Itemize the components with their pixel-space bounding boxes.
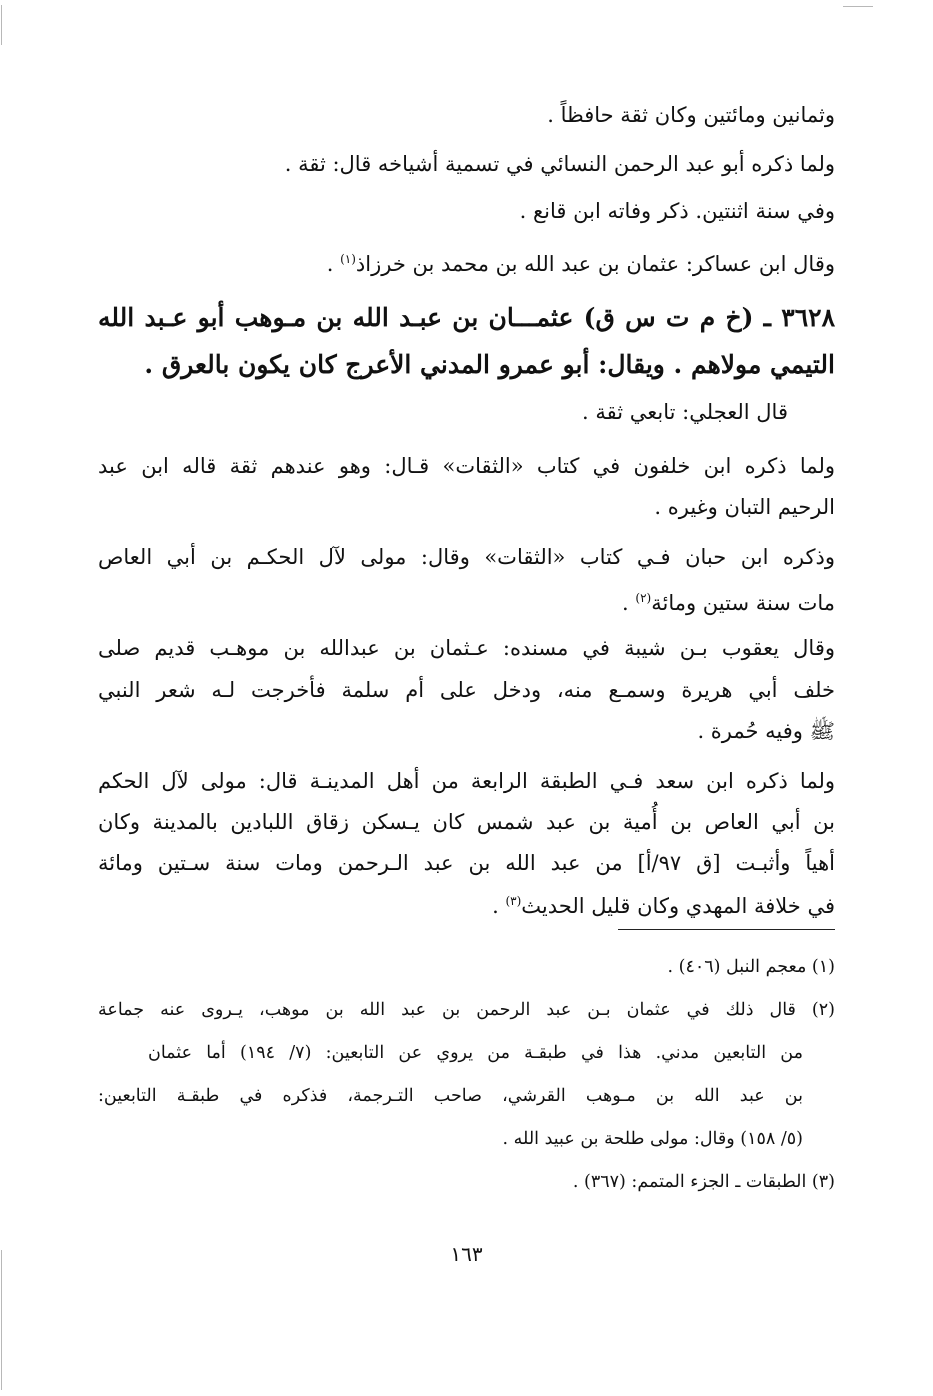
body-line: وفي سنة اثنتين. ذكر وفاته ابن قانع . — [519, 199, 835, 223]
footnote-marker: (٣) — [505, 894, 522, 908]
body-line: خلف أبي هريرة وسمـع منه، ودخل على أم سلمة فأخرجت لـه شعر النبي — [98, 678, 835, 702]
line-text: في خلافة المهدي وكان قليل الحديث — [521, 894, 835, 918]
body-line: ولما ذكره ابن سعد فـي الطبقة الرابعة من أهل المدينـة قال: مولى لآل الحكم — [98, 769, 835, 793]
entry-heading: التيمي مولاهم . ويقال: أبو عمرو المدني الأعرج كان يكون بالعرق . — [144, 350, 835, 379]
body-line: ولما ذكره أبو عبد الرحمن النسائي في تسمية أشياخه قال: ثقة . — [284, 152, 835, 176]
body-line: وقال يعقوب بـن شيبة في مسنده: عـثمان بن عبدالله بن موهـب قديم صلى — [98, 636, 835, 660]
line-text: وقال ابن عساكر: عثمان بن عبد الله بن محمد بن خرزاذ — [355, 252, 835, 276]
footnote-marker: (١) — [340, 252, 356, 266]
footnote: من التابعين مدني. هذا في طبقـة من يروي عن التابعين: (٧/ ١٩٤) أما عثمان — [148, 1043, 803, 1063]
body-line: بن أبي العاص بن أُمية بن عبد شمس كان يـسكن زقاق اللبادين بالمدينة وكان — [98, 810, 835, 834]
scan-edge-mark — [1, 1250, 2, 1390]
body-line: قال العجلي: تابعي ثقة . — [582, 400, 788, 424]
body-line: وذكره ابن حبان فـي كتاب «الثقات» وقال: مولى لآل الحكـم بن أبي العاص — [98, 545, 835, 569]
body-line: وثمانين ومائتين وكان ثقة حافظاً . — [547, 103, 835, 127]
scan-edge-mark — [843, 6, 873, 7]
footnote-separator — [618, 929, 835, 930]
footnote: (٣) الطبقات ـ الجزء المتمم: (٣٦٧) . — [572, 1172, 835, 1192]
body-line — [327, 242, 835, 281]
line-text: . — [326, 252, 341, 276]
line-text: مات سنة ستين ومائة — [651, 591, 835, 615]
body-line: ولما ذكره ابن خلفون في كتاب «الثقات» قـال: وهو عندهم ثقة قاله ابن عبد — [98, 454, 835, 478]
scan-edge-mark — [1, 5, 2, 45]
body-line — [492, 884, 835, 923]
footnote: بن عبد الله بن مـوهب القرشي، صاحب التـرجمة، فذكره في طبقـة التابعين: — [98, 1086, 803, 1106]
footnote: (٥/ ١٥٨) وقال: مولى طلحة بن عبيد الله . — [502, 1129, 803, 1149]
footnote: (٢) قال ذلك في عثمان بـن عبد الرحمن بن عبد الله بن موهب، يـروى عنه جماعة — [98, 1000, 835, 1020]
body-line: أهياً وأثبـت [ق ٩٧/أ] من عبد الله بن عبد الـرحمن ومات سنة سـتين ومائة — [98, 851, 835, 875]
body-line — [622, 581, 835, 620]
entry-heading: ٣٦٢٨ ـ (خ م ت س ق) عثمـــان بن عبـد الله بن مـوهب أبو عـبد الله — [98, 303, 835, 332]
line-text: . — [492, 894, 506, 918]
line-text: . — [622, 591, 636, 615]
page-number: ١٦٣ — [450, 1242, 483, 1266]
footnote-marker: (٢) — [635, 591, 652, 605]
footnote: (١) معجم النبل (٤٠٦) . — [667, 957, 835, 977]
body-line: ﷺ وفيه حُمرة . — [697, 719, 835, 743]
body-line: الرحيم التبان وغيره . — [654, 495, 835, 519]
